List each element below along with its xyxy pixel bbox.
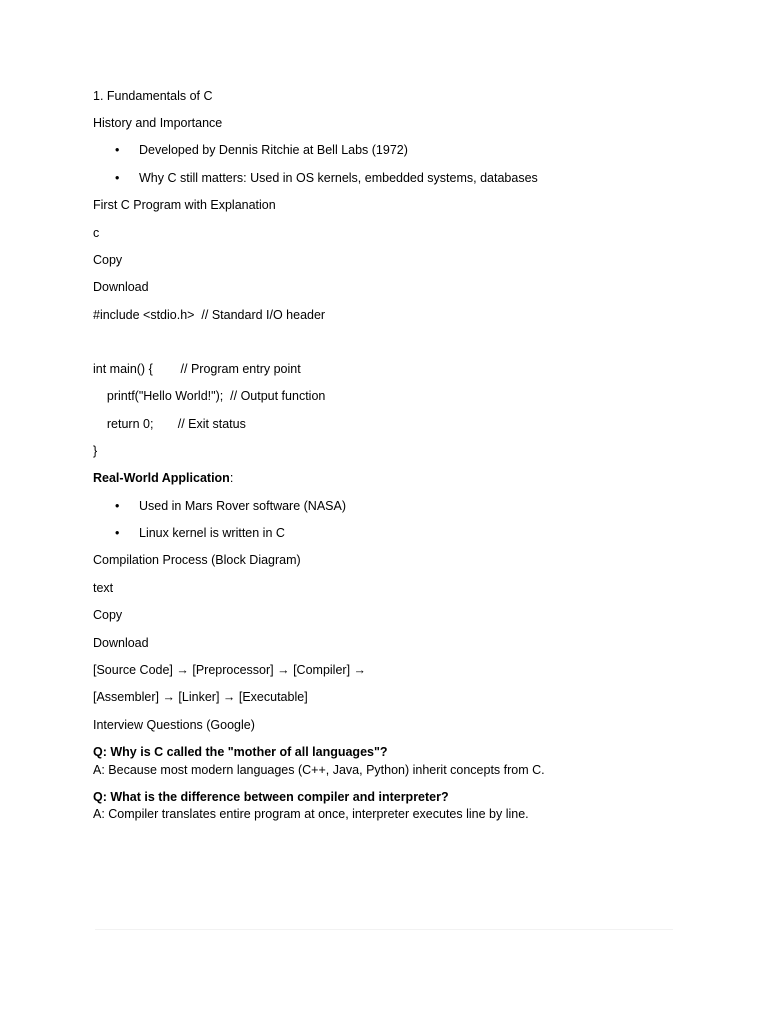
code-line: return 0; // Exit status	[93, 417, 246, 431]
real-world-colon: :	[229, 471, 234, 485]
bullet-icon: •	[115, 526, 120, 540]
code-line: }	[93, 444, 98, 458]
section-heading: 1. Fundamentals of C	[93, 89, 213, 103]
question-text: Q: What is the difference between compiler and interpreter?	[93, 790, 449, 804]
bullet-icon: •	[115, 499, 120, 513]
download-link[interactable]: Download	[93, 636, 149, 650]
history-bullet: Why C still matters: Used in OS kernels, embedded systems, databases	[139, 171, 538, 185]
history-bullet: Developed by Dennis Ritchie at Bell Labs (1972)	[139, 143, 408, 157]
diagram-line: [Source Code] → [Preprocessor] → [Compiler] →	[93, 663, 367, 677]
bullet-icon: •	[115, 143, 120, 157]
compilation-title: Compilation Process (Block Diagram)	[93, 553, 301, 567]
code-line: printf("Hello World!"); // Output function	[93, 389, 326, 403]
download-link[interactable]: Download	[93, 280, 149, 294]
real-world-bullet: Used in Mars Rover software (NASA)	[139, 499, 347, 513]
code-lang-label: text	[93, 581, 114, 595]
first-program-title: First C Program with Explanation	[93, 198, 276, 212]
answer-text: A: Compiler translates entire program at once, interpreter executes line by line.	[93, 807, 529, 821]
real-world-heading	[93, 470, 233, 486]
code-lang-label: c	[93, 226, 100, 240]
copy-link[interactable]: Copy	[93, 608, 123, 622]
question-text: Q: Why is C called the "mother of all languages"?	[93, 745, 388, 759]
code-line: #include <stdio.h> // Standard I/O header	[93, 308, 326, 322]
answer-text: A: Because most modern languages (C++, Java, Python) inherit concepts from C.	[93, 763, 545, 777]
diagram-line: [Assembler] → [Linker] → [Executable]	[93, 690, 308, 704]
page-divider	[95, 929, 673, 930]
history-title: History and Importance	[93, 116, 223, 130]
real-world-bullet: Linux kernel is written in C	[139, 526, 285, 540]
interview-title: Interview Questions (Google)	[93, 718, 255, 732]
bullet-icon: •	[115, 171, 120, 185]
code-line: int main() { // Program entry point	[93, 362, 301, 376]
copy-link[interactable]: Copy	[93, 253, 123, 267]
real-world-title: Real-World Application	[93, 471, 230, 485]
